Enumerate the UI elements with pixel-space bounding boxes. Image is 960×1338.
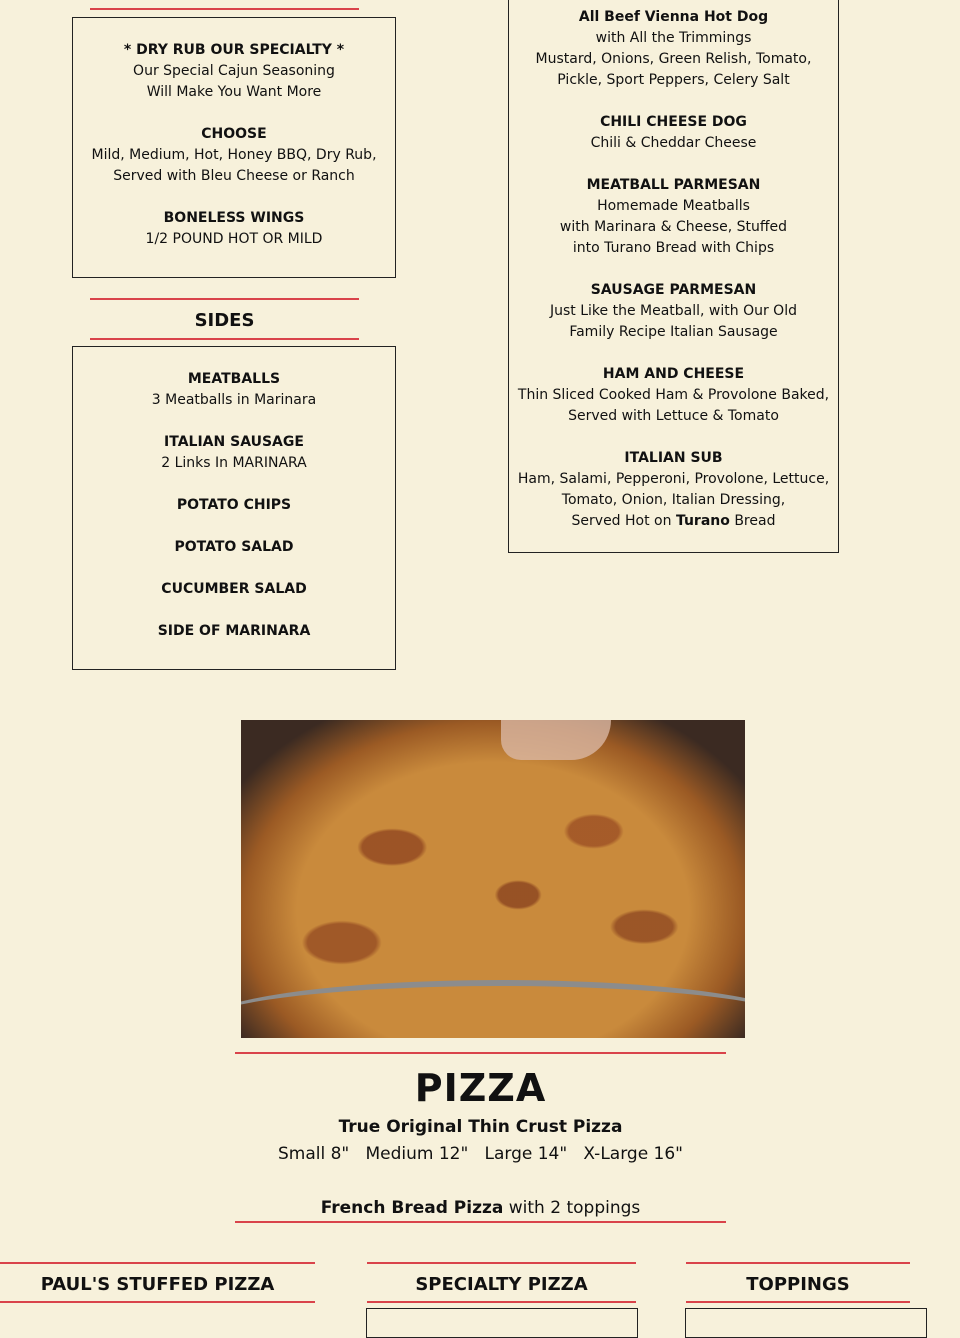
menu-item-dry-rub bbox=[73, 40, 395, 103]
item-desc: Just Like the Meatball, with Our Old bbox=[550, 303, 797, 319]
divider-toppings-top bbox=[686, 1262, 910, 1264]
item-desc: Served with Lettuce & Tomato bbox=[568, 408, 779, 424]
menu-item-sausage-parmesan bbox=[509, 280, 838, 343]
menu-item-hot-dog bbox=[509, 7, 838, 91]
item-title: CUCUMBER SALAD bbox=[161, 581, 307, 597]
divider-sides-bottom bbox=[90, 338, 359, 340]
item-title: HAM AND CHEESE bbox=[602, 366, 745, 382]
pizza-subtitle: True Original Thin Crust Pizza bbox=[338, 1117, 623, 1137]
item-title: BONELESS WINGS bbox=[163, 210, 305, 226]
divider-stuffed-top bbox=[0, 1262, 315, 1264]
item-desc bbox=[509, 511, 838, 532]
item-desc-part: Bread bbox=[734, 513, 776, 529]
item-title: * DRY RUB OUR SPECIALTY * bbox=[123, 42, 345, 58]
pizza-heading: PIZZA bbox=[414, 1066, 547, 1110]
item-desc: Tomato, Onion, Italian Dressing, bbox=[561, 492, 786, 508]
item-title: ITALIAN SAUSAGE bbox=[164, 434, 304, 450]
menu-item-boneless bbox=[73, 208, 395, 250]
list-item bbox=[73, 621, 395, 642]
specialty-pizza-box bbox=[366, 1308, 638, 1338]
specialty-pizza-heading: SPECIALTY PIZZA bbox=[415, 1274, 588, 1295]
pizza-sizes: Small 8" Medium 12" Large 14" X-Large 16" bbox=[277, 1144, 684, 1164]
divider-toppings-bottom bbox=[686, 1301, 910, 1303]
sides-heading: SIDES bbox=[194, 310, 255, 331]
item-desc: Mild, Medium, Hot, Honey BBQ, Dry Rub, bbox=[91, 147, 377, 163]
item-desc-part: Served Hot on bbox=[571, 513, 672, 529]
menu-item-choose bbox=[73, 124, 395, 187]
list-item bbox=[73, 495, 395, 516]
item-title: ITALIAN SUB bbox=[624, 450, 723, 466]
sides-box bbox=[72, 346, 396, 670]
toppings-box bbox=[685, 1308, 927, 1338]
menu-item-italian-sub bbox=[509, 448, 838, 532]
item-title: SIDE OF MARINARA bbox=[157, 623, 311, 639]
item-desc: Served with Bleu Cheese or Ranch bbox=[113, 168, 355, 184]
pizza-photo bbox=[241, 720, 745, 1038]
item-title: CHOOSE bbox=[201, 126, 267, 142]
list-item bbox=[73, 432, 395, 474]
item-desc: Mustard, Onions, Green Relish, Tomato, bbox=[535, 51, 812, 67]
french-bread-title: French Bread Pizza bbox=[320, 1198, 504, 1218]
divider-stuffed-bottom bbox=[0, 1301, 315, 1303]
list-item bbox=[73, 369, 395, 411]
item-title: POTATO CHIPS bbox=[176, 497, 292, 513]
item-title: POTATO SALAD bbox=[174, 539, 294, 555]
divider-pizza-bottom bbox=[235, 1221, 726, 1223]
stuffed-pizza-heading: PAUL'S STUFFED PIZZA bbox=[40, 1274, 275, 1295]
french-bread-desc: with 2 toppings bbox=[508, 1198, 641, 1218]
divider-specialty-top bbox=[367, 1262, 636, 1264]
divider-specialty-bottom bbox=[367, 1301, 636, 1303]
item-desc: Will Make You Want More bbox=[146, 84, 322, 100]
divider-sides-top bbox=[90, 298, 359, 300]
item-title: CHILI CHEESE DOG bbox=[600, 114, 747, 130]
divider-top-left bbox=[90, 8, 359, 10]
item-desc: Pickle, Sport Peppers, Celery Salt bbox=[557, 72, 790, 88]
item-desc: into Turano Bread with Chips bbox=[572, 240, 775, 256]
item-desc: with All the Trimmings bbox=[595, 30, 752, 46]
menu-item-ham-and-cheese bbox=[509, 364, 838, 427]
hand-shape bbox=[501, 720, 611, 760]
item-title: MEATBALL PARMESAN bbox=[586, 177, 761, 193]
item-desc: Chili & Cheddar Cheese bbox=[590, 135, 757, 151]
pan-edge bbox=[241, 980, 745, 1038]
list-item bbox=[73, 537, 395, 558]
toppings-heading: TOPPINGS bbox=[746, 1274, 850, 1295]
item-desc: with Marinara & Cheese, Stuffed bbox=[559, 219, 788, 235]
item-desc: Ham, Salami, Pepperoni, Provolone, Lettuce, bbox=[517, 471, 830, 487]
sandwiches-box bbox=[508, 0, 839, 553]
item-desc: Our Special Cajun Seasoning bbox=[133, 63, 335, 79]
item-title: MEATBALLS bbox=[187, 371, 281, 387]
item-subtitle: All Beef Vienna Hot Dog bbox=[578, 9, 769, 25]
item-title: SAUSAGE PARMESAN bbox=[590, 282, 757, 298]
item-desc: 3 Meatballs in Marinara bbox=[151, 392, 317, 408]
wings-box bbox=[72, 17, 396, 278]
item-desc: Homemade Meatballs bbox=[597, 198, 750, 214]
item-desc: 2 Links In MARINARA bbox=[161, 455, 307, 471]
menu-item-meatball-parmesan bbox=[509, 175, 838, 259]
item-desc: Family Recipe Italian Sausage bbox=[569, 324, 778, 340]
menu-item-chili-cheese-dog bbox=[509, 112, 838, 154]
french-bread-line bbox=[200, 1198, 761, 1218]
item-desc: Thin Sliced Cooked Ham & Provolone Baked, bbox=[517, 387, 830, 403]
bread-brand: Turano bbox=[675, 513, 730, 529]
list-item bbox=[73, 579, 395, 600]
item-desc: 1/2 POUND HOT OR MILD bbox=[145, 231, 323, 247]
divider-pizza-top bbox=[235, 1052, 726, 1054]
